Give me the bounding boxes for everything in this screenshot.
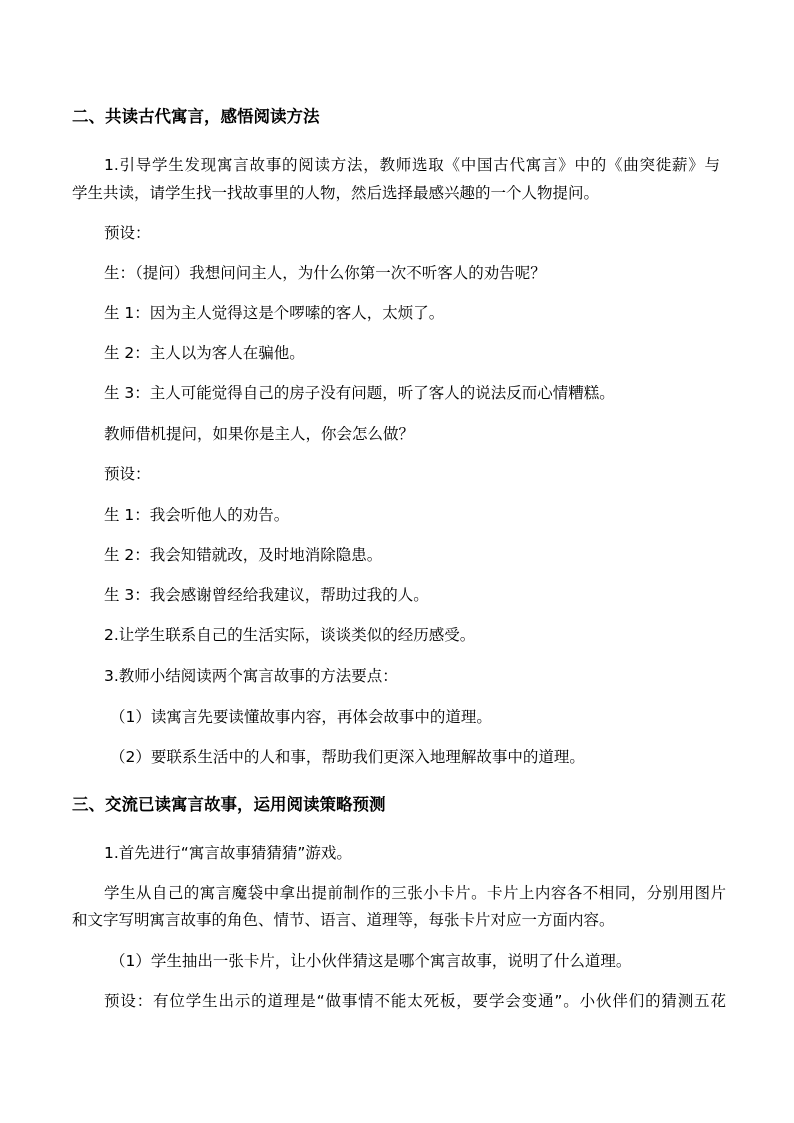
paragraph-line: 学生从自己的寓言魔袋中拿出提前制作的三张小卡片。卡片上内容各不相同，分别用图片 xyxy=(104,884,726,902)
paragraph-line: 预设： xyxy=(104,224,151,242)
paragraph-line: 学生共读，请学生找一找故事里的人物，然后选择最感兴趣的一个人物提问。 xyxy=(72,184,600,202)
paragraph-line: 2.让学生联系自己的生活实际，谈谈类似的经历感受。 xyxy=(104,626,476,644)
paragraph-line: 生：（提问）我想问问主人，为什么你第一次不听客人的劝告呢？ xyxy=(104,264,546,282)
paragraph-line: 1.首先进行“寓言故事猜猜猜”游戏。 xyxy=(104,844,352,862)
paragraph-line: 生 2：主人以为客人在骗他。 xyxy=(104,344,305,362)
paragraph-line: 预设：有位学生出示的道理是“做事情不能太死板，要学会变通”。小伙伴们的猜测五花 xyxy=(104,992,726,1010)
paragraph-line: 生 2：我会知错就改，及时地消除隐患。 xyxy=(104,546,383,564)
paragraph-line: 生 1：因为主人觉得这是个啰嗦的客人，太烦了。 xyxy=(104,304,445,322)
paragraph-line: （1）学生抽出一张卡片，让小伙伴猜这是哪个寓言故事，说明了什么道理。 xyxy=(110,952,632,970)
section-heading-2: 二、共读古代寓言，感悟阅读方法 xyxy=(72,107,320,126)
paragraph-line: 和文字写明寓言故事的角色、情节、语言、道理等，每张卡片对应一方面内容。 xyxy=(72,911,615,929)
paragraph-line: 1.引导学生发现寓言故事的阅读方法，教师选取《中国古代寓言》中的《曲突徙薪》与 xyxy=(104,156,720,174)
paragraph-line: 预设： xyxy=(104,465,151,483)
paragraph-line: 生 3：我会感谢曾经给我建议，帮助过我的人。 xyxy=(104,586,429,604)
section-heading-3: 三、交流已读寓言故事，运用阅读策略预测 xyxy=(72,795,386,814)
paragraph-line: 教师借机提问，如果你是主人，你会怎么做？ xyxy=(104,425,415,443)
paragraph-line: 3.教师小结阅读两个寓言故事的方法要点： xyxy=(104,667,398,685)
paragraph-line: 生 1：我会听他人的劝告。 xyxy=(104,506,290,524)
paragraph-line: 生 3：主人可能觉得自己的房子没有问题，听了客人的说法反而心情糟糕。 xyxy=(104,384,615,402)
paragraph-line: （1）读寓言先要读懂故事内容，再体会故事中的道理。 xyxy=(110,708,492,726)
paragraph-line: （2）要联系生活中的人和事，帮助我们更深入地理解故事中的道理。 xyxy=(110,748,585,766)
